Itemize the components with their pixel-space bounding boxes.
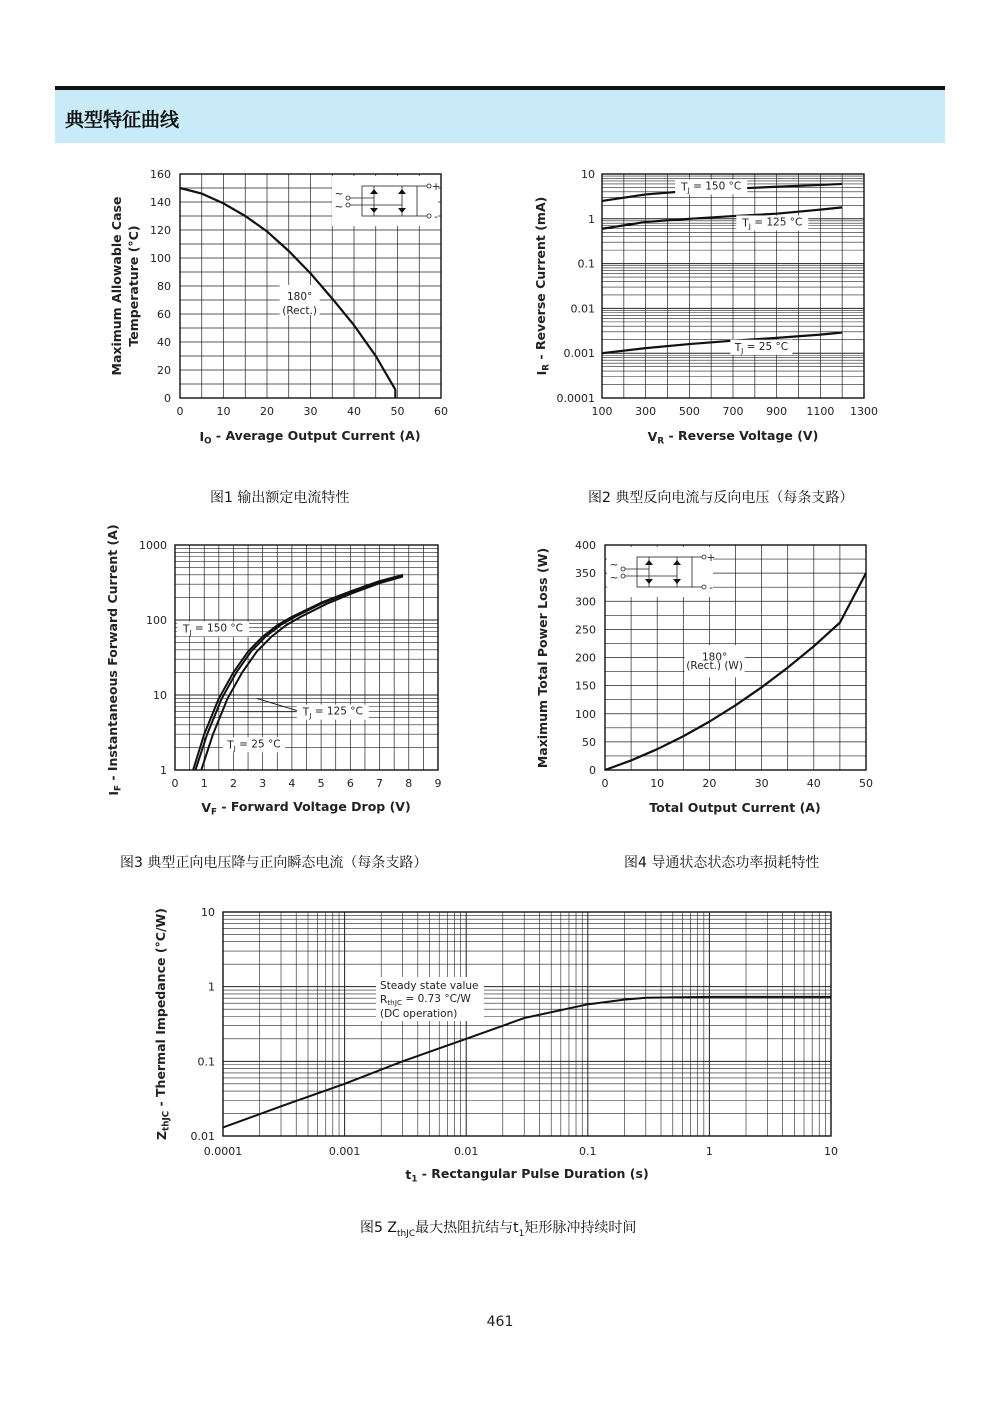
x-tick-label: 0 <box>171 777 179 790</box>
plot-frame <box>223 912 831 1136</box>
x-tick-label: 0.1 <box>579 1145 597 1158</box>
x-tick-label: 4 <box>288 777 296 790</box>
x-tick-label: 500 <box>678 405 700 418</box>
y-axis-label-sub: F <box>113 785 124 792</box>
y-tick-label: 0.01 <box>570 302 595 316</box>
x-tick-label: 5 <box>317 777 325 790</box>
y-tick-label: 1 <box>208 980 215 994</box>
x-tick-label: 30 <box>754 777 769 790</box>
y-tick-label: 100 <box>575 707 596 721</box>
x-tick-label: 40 <box>347 405 361 418</box>
series-label-0-sub: J <box>189 627 192 637</box>
x-tick-label: 9 <box>434 777 442 790</box>
x-axis-label-sub: 1 <box>411 1174 418 1185</box>
x-axis-label: Total Output Current (A) <box>649 800 821 815</box>
x-tick-label: 300 <box>635 405 657 418</box>
x-axis-label-pre: V <box>201 800 211 815</box>
caption-fig5 <box>360 1217 636 1239</box>
x-axis-label-post: - Rectangular Pulse Duration (s) <box>417 1165 649 1181</box>
y-tick-label: 1 <box>160 764 167 777</box>
x-tick-label: 1 <box>200 777 208 790</box>
x-tick-label: 0 <box>601 777 609 790</box>
inset-label-minus: - <box>709 582 713 594</box>
caption-fig5-mid: 最大热阻抗结与t <box>415 1220 519 1236</box>
caption-fig5-sub1: thJC <box>396 1228 416 1239</box>
x-tick-label: 8 <box>405 777 413 790</box>
y-axis-label-pre: I <box>534 370 549 376</box>
inset-label-ac1: ~ <box>334 188 344 200</box>
series-label-0-pre: T <box>182 623 190 636</box>
series-label-0-sub: J <box>687 185 690 195</box>
x-tick-label: 20 <box>260 405 274 418</box>
y-tick-label: 120 <box>150 224 171 237</box>
inset-label-ac1: ~ <box>609 559 619 571</box>
inset-label-plus: + <box>431 181 441 193</box>
x-tick-label: 10 <box>824 1145 838 1158</box>
annotation-rthjc-post: = 0.73 °C/W <box>402 993 471 1006</box>
y-axis-label-sub: R <box>541 363 552 371</box>
y-tick-label: 100 <box>150 252 171 265</box>
caption-fig1: 图1 输出额定电流特性 <box>210 490 350 506</box>
caption-fig2: 图2 典型反向电流与反向电压（每条支路） <box>588 490 854 506</box>
x-axis-label-post: - Forward Voltage Drop (V) <box>216 798 411 814</box>
x-tick-label: 100 <box>591 405 613 418</box>
section-title: 典型特征曲线 <box>65 109 180 131</box>
series-label-2-sub: J <box>741 345 744 355</box>
x-tick-label: 0 <box>176 405 184 418</box>
x-tick-label: 50 <box>390 405 405 418</box>
page-number: 461 <box>486 1314 514 1330</box>
x-tick-label: 1300 <box>850 405 878 418</box>
inset-label-plus: + <box>706 552 716 564</box>
y-axis-label-1: Maximum Allowable Case <box>109 196 124 376</box>
series-label-2-post: = 25 °C <box>235 738 281 751</box>
series-label-2-pre: T <box>227 739 234 752</box>
y-axis-label <box>153 908 172 1140</box>
y-tick-label: 0 <box>164 392 171 405</box>
y-tick-label: 160 <box>150 168 171 181</box>
series-label-0-post: = 150 °C <box>689 180 742 193</box>
series-label-1-post: = 125 °C <box>311 705 363 718</box>
y-tick-label: 0.001 <box>563 347 595 361</box>
x-tick-label: 1100 <box>806 405 835 418</box>
x-tick-label: 7 <box>376 777 384 790</box>
annotation-text: (Rect.) (W) <box>686 659 743 672</box>
x-tick-label: 50 <box>859 777 873 790</box>
x-tick-label: 60 <box>434 405 448 418</box>
y-tick-label: 60 <box>157 308 171 321</box>
y-tick-label: 150 <box>575 679 596 693</box>
y-axis-label-post: - Thermal Impedance (°C/W) <box>152 907 168 1111</box>
x-tick-label: 700 <box>722 405 744 418</box>
x-tick-label: 10 <box>216 405 231 418</box>
x-axis-label-sub: R <box>657 436 665 447</box>
y-tick-label: 1000 <box>139 539 167 552</box>
series-label-1-sub: J <box>748 221 751 231</box>
y-axis-label-2: Temperature (°C) <box>126 225 141 347</box>
annotation-steady: Steady state value <box>380 980 479 992</box>
inset-label-minus: - <box>434 211 438 223</box>
x-tick-label: 10 <box>650 777 665 790</box>
annotation-text: 180° <box>286 291 313 303</box>
y-tick-label: 350 <box>575 567 596 581</box>
y-tick-label: 400 <box>575 539 596 552</box>
y-tick-label: 300 <box>575 595 596 609</box>
caption-fig4: 图4 导通状态状态功率损耗特性 <box>624 855 820 871</box>
caption-fig3: 图3 典型正向电压降与正向瞬态电流（每条支路） <box>120 855 428 871</box>
y-tick-label: 200 <box>575 651 596 665</box>
inset-label-ac2: ~ <box>334 201 344 213</box>
y-tick-label: 10 <box>201 906 215 919</box>
y-axis-label-post: - Instantaneous Forward Current (A) <box>104 524 120 786</box>
y-tick-label: 0.1 <box>197 1055 215 1069</box>
series-label-0-pre: T <box>681 181 688 194</box>
x-tick-label: 30 <box>303 405 318 418</box>
y-tick-label: 50 <box>582 735 596 749</box>
y-tick-label: 10 <box>153 689 167 702</box>
y-tick-label: 10 <box>581 168 595 181</box>
y-tick-label: 0.0001 <box>556 392 595 405</box>
caption-fig5-post: 矩形脉冲持续时间 <box>524 1220 637 1236</box>
y-axis-label-sub: thJC <box>161 1110 172 1131</box>
x-axis-label-pre: I <box>199 429 205 444</box>
caption-fig5-sub2: 1 <box>518 1228 525 1239</box>
x-tick-label: 900 <box>766 405 788 418</box>
y-tick-label: 100 <box>146 614 167 627</box>
y-tick-label: 1 <box>588 212 595 226</box>
x-tick-label: 40 <box>806 777 821 790</box>
y-axis-label: Maximum Total Power Loss (W) <box>535 547 550 769</box>
annotation-text: (Rect.) <box>282 305 317 317</box>
series-label-1-sub: J <box>309 710 312 720</box>
series-label-2-post: = 25 °C <box>743 340 789 353</box>
x-tick-label: 0.0001 <box>203 1145 243 1158</box>
y-tick-label: 0.1 <box>577 257 595 271</box>
x-axis-label-pre: V <box>647 429 658 444</box>
x-tick-label: 1 <box>705 1145 713 1158</box>
x-axis-label-post: - Reverse Voltage (V) <box>664 427 819 443</box>
inset-label-ac2: ~ <box>609 572 619 584</box>
y-tick-label: 140 <box>150 196 171 209</box>
x-tick-label: 0.001 <box>328 1145 361 1158</box>
y-tick-label: 0 <box>589 764 596 777</box>
caption-fig5-pre: 图5 Z <box>360 1220 397 1236</box>
series-label-1-pre: T <box>302 706 310 719</box>
series-label-1-pre: T <box>742 217 749 230</box>
annotation-dc: (DC operation) <box>380 1008 458 1020</box>
x-tick-label: 0.01 <box>453 1145 479 1158</box>
x-axis-label <box>405 1166 648 1185</box>
series-label-1-post: = 125 °C <box>750 216 803 229</box>
y-axis-label-pre: I <box>106 791 121 796</box>
x-axis-label-pre: t <box>405 1167 412 1182</box>
y-axis-label-post: - Reverse Current (mA) <box>532 196 548 364</box>
x-tick-label: 20 <box>702 777 717 790</box>
series-label-0-post: = 150 °C <box>191 622 244 635</box>
x-axis-label-sub: F <box>211 807 217 818</box>
x-tick-label: 2 <box>229 777 237 790</box>
y-tick-label: 80 <box>157 280 171 293</box>
x-axis-label-sub: O <box>204 436 212 447</box>
y-tick-label: 250 <box>575 623 596 637</box>
annotation-rthjc-pre: R <box>380 994 388 1006</box>
y-tick-label: 40 <box>157 336 171 349</box>
annotation-rthjc-sub: thJC <box>387 998 403 1008</box>
series-label-2-pre: T <box>734 341 742 354</box>
annotation-text: 180° <box>701 651 728 664</box>
y-tick-label: 0.01 <box>190 1130 215 1143</box>
y-axis-label-pre: Z <box>154 1130 169 1141</box>
series-label-2-sub: J <box>233 743 236 753</box>
x-tick-label: 3 <box>259 777 267 790</box>
y-tick-label: 20 <box>157 364 171 377</box>
x-tick-label: 6 <box>346 777 354 790</box>
x-axis-label-post: - Average Output Current (A) <box>211 427 421 443</box>
